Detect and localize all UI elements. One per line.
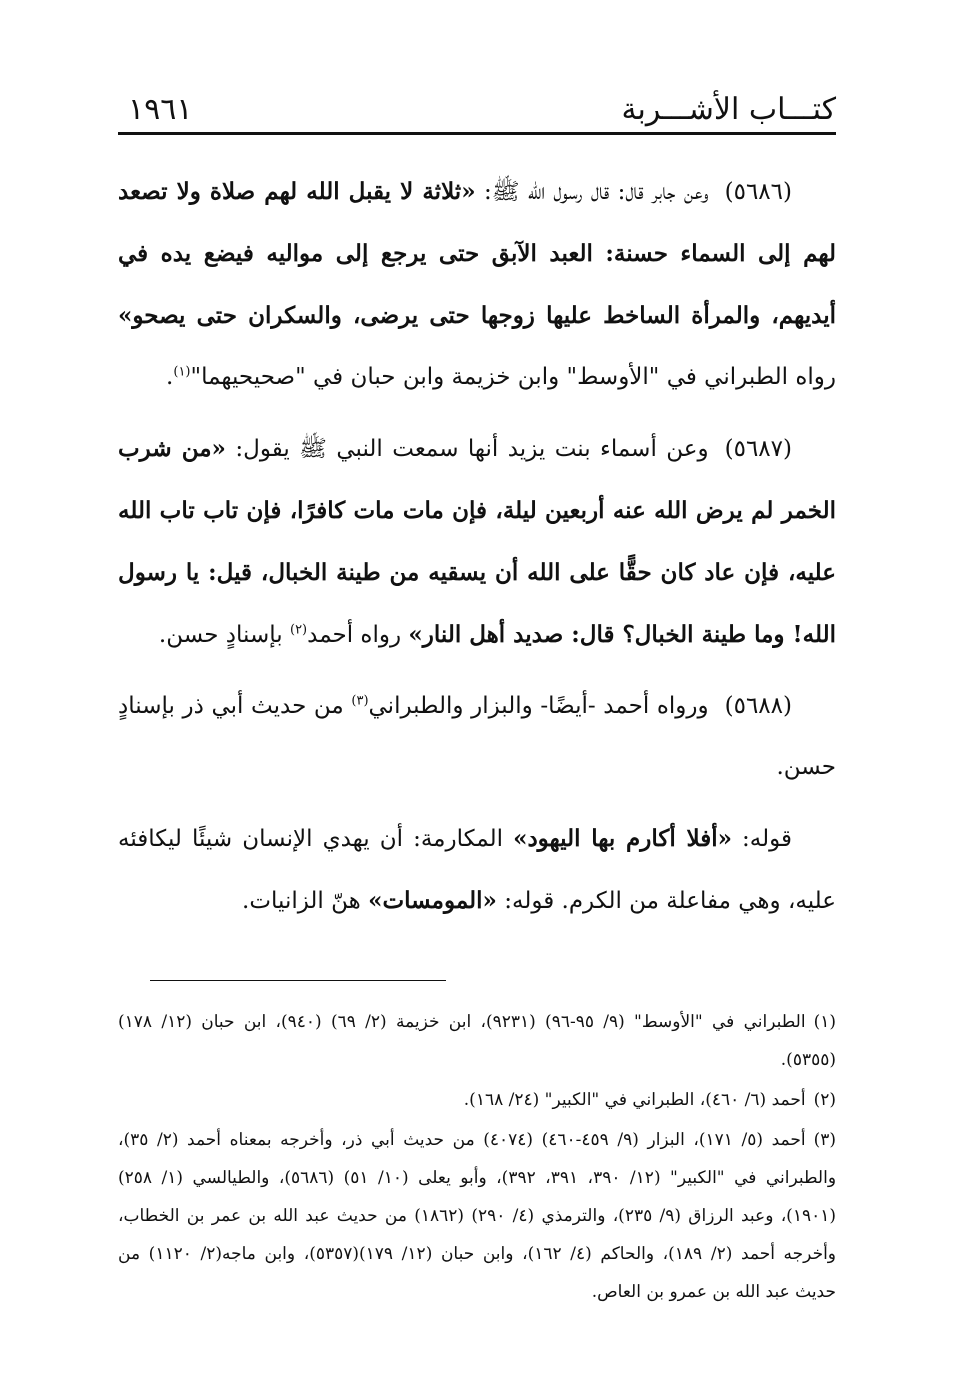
- hadith-lead: ورواه أحمد -أيضًا- والبزار والطبراني: [368, 693, 709, 719]
- hadith-paragraph: [118, 418, 836, 666]
- footnote-ref: (٣): [351, 693, 369, 709]
- footnotes: [118, 1003, 836, 1311]
- hadith-number: (٥٦٨٦): [724, 179, 792, 205]
- hadith-end: .: [166, 364, 174, 390]
- hadith-paragraph: [118, 676, 836, 798]
- footnote-text: أحمد (٥/ ١٧١)، البزار (٩/ ٤٥٩-٤٦٠) (٤٠٧٤) من حديث أبي ذر، وأخرجه بمعناه أحمد (٢/ ٣٥)، والطبراني في "الكبير" (١٢/ ٣٩٠، ٣٩١، ٣٩٢)، وأبو يعلى (١٠/ ٥١) (٥٦٨٦)، والطيالسي (١/ ٢٥٨) (١٩٠١)، وعبد الرزاق (٩/ ٢٣٥)، والترمذي (٤/ ٢٩٠) (١٨٦٢) من حديث عبد الله بن عمر بن الخطاب، وأخرجه أحمد (٢/ ١٨٩)، والحاكم (٤/ ١٦٢)، وابن حبان (١٢/ ١٧٩)(٥٣٥٧)، وابن ماجه(٢/ ١١٢٠) من حديث عبد الله بن عمرو بن العاص.: [118, 1130, 837, 1302]
- footnote-text: أحمد (٦/ ٤٦٠)، الطبراني في "الكبير" (٢٤/ ١٦٨).: [463, 1090, 806, 1110]
- footnote-ref: (١): [173, 364, 191, 380]
- footnote-label: (١): [813, 1012, 836, 1032]
- hadith-source: رواه الطبراني في "الأوسط" وابن خزيمة وابن حبان في "صحيحيهما": [190, 364, 836, 390]
- footnote: [118, 1121, 836, 1311]
- hadith-source: رواه أحمد: [307, 622, 409, 648]
- footnote: [118, 1003, 836, 1079]
- commentary-term: «المومسات»: [368, 887, 497, 914]
- main-text: [118, 161, 836, 932]
- running-header: [118, 92, 836, 135]
- book-title: كتـــاب الأشـــربة: [621, 92, 836, 127]
- hadith-lead: وعن جابر قال: قال رسول الله ﷺ:: [475, 179, 709, 205]
- hadith-paragraph: [118, 161, 836, 408]
- commentary-text: المكارمة: أن يهدي الإنسان شيئًا ليكافئه عليه، وهي مفاعلة من الكرم. قوله:: [118, 826, 836, 914]
- commentary-paragraph: [118, 808, 836, 932]
- footnote: [118, 1081, 836, 1119]
- footnote-ref: (٢): [289, 622, 308, 638]
- hadith-number: (٥٦٨٨): [724, 693, 792, 719]
- commentary-text: هنّ الزانيات.: [242, 888, 369, 914]
- footnote-label: (٢): [813, 1090, 836, 1110]
- hadith-quote: «ثلاثة لا يقبل الله لهم صلاة ولا تصعد لهم إلى السماء حسنة: العبد الآبق حتى يرجع إلى مواليه فيضع يده في أيديهم، والمرأة الساخط عليها زوجها حتى يرضى، والسكران حتى يصحو»: [118, 178, 836, 329]
- footnote-label: (٣): [813, 1130, 837, 1150]
- page-number: ١٩٦١: [128, 92, 193, 127]
- hadith-quote: «من شرب الخمر لم يرض الله عنه أربعين ليلة، فإن مات مات كافرًا، فإن تاب تاب الله عليه، فإن عاد كان حقًّا على الله أن يسقيه من طينة الخبال، قيل: يا رسول الله! وما طينة الخبال؟ قال: صديد أهل النار»: [118, 435, 836, 648]
- hadith-end: من حديث أبي ذر بإسنادٍ حسن.: [118, 693, 836, 780]
- footnote-separator: [150, 980, 446, 981]
- footnote-text: الطبراني في "الأوسط" (٩/ ٩٥-٩٦) (٩٢٣١)، ابن خزيمة (٢/ ٦٩) (٩٤٠)، ابن حبان (١٢/ ١٧٨) (٥٣٥٥).: [118, 1012, 836, 1070]
- hadith-end: بإسنادٍ حسن.: [158, 622, 290, 648]
- hadith-lead: وعن أسماء بنت يزيد أنها سمعت النبي ﷺ يقول:: [225, 436, 709, 462]
- hadith-number: (٥٦٨٧): [724, 436, 792, 462]
- commentary-intro: قوله:: [731, 826, 792, 852]
- commentary-term: «أفلا أكارم بها اليهود»: [513, 825, 732, 852]
- book-page: [118, 92, 836, 1313]
